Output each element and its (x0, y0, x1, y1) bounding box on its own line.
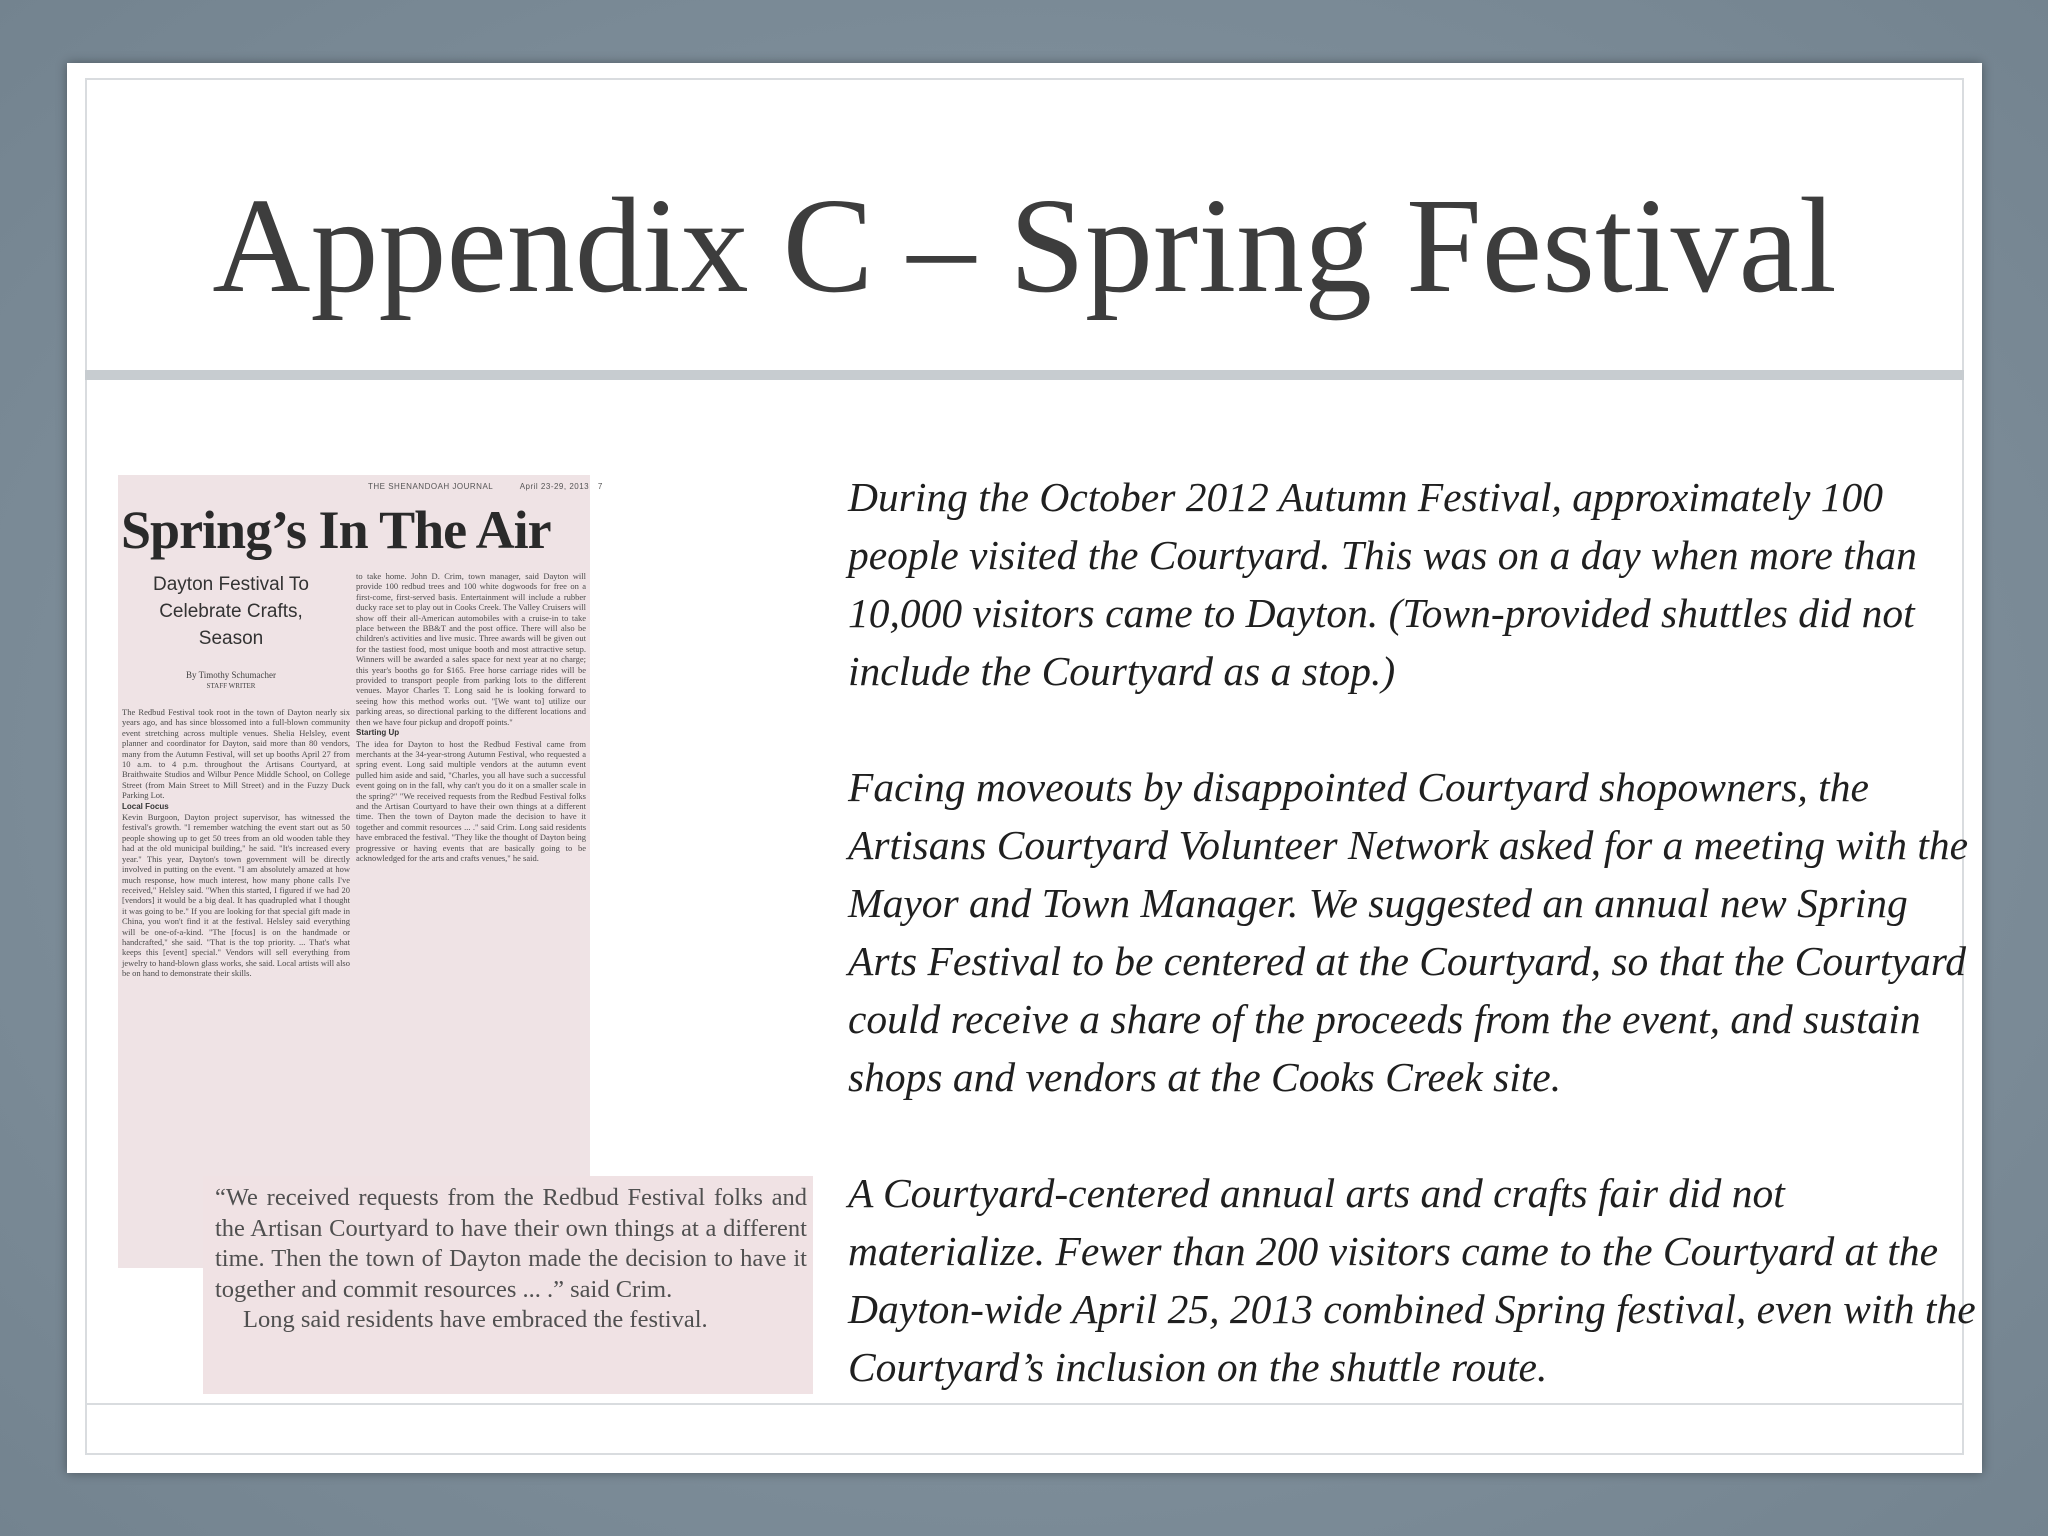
clipping-column-1 (122, 707, 350, 1247)
clipping-byline (136, 670, 326, 692)
paragraph-autumn-festival: During the October 2012 Autumn Festival, approximately 100 people visited the Courtyard. This was on a day when more than 10,000 visitors came to Dayton. (Town-provided shuttles did not include the Courtyard as a stop.) (848, 474, 1917, 694)
byline-author: By Timothy Schumacher (185, 670, 276, 680)
pull-quote-text: “We received requests from the Redbud Festival folks and the Artisan Courtyard to have their own things at a different time. Then the town of Dayton made the decision to have it together and commit resources ... .” said Crim. (215, 1184, 807, 1303)
clipping-masthead (368, 482, 603, 491)
paragraph-spring-proposal: Facing moveouts by disappointed Courtyard shopowners, the Artisans Courtyard Volunteer Network asked for a meeting with the Mayor and Town Manager. We suggested an annual new Spring Arts Festival to be centered at the Courtyard, so that the Courtyard could receive a share of the proceeds from the event, and sustain shops and vendors at the Cooks Creek site. (848, 764, 1969, 1100)
column-2-subhead: Starting Up (356, 728, 400, 738)
clipping-paper: THE SHENANDOAH JOURNAL (368, 482, 493, 491)
body-text (848, 468, 1978, 1454)
column-1-text: The Redbud Festival took root in the town of Dayton nearly six years ago, and has since blossomed into a full-blown community event stretching across multiple venues. Shelia Helsley, event planner and coordinator for Dayton, said more than 80 vendors, many from the Autumn Festival, will set up booths April 27 from 10 a.m. to 4 p.m. throughout the Artisans Courtyard, at Braithwaite Studios and Wilbur Pence Middle School, on College Street (from Main Street to Mill Street) and in the Fuzzy Duck Parking Lot. (122, 707, 350, 801)
clipping-deck: Dayton Festival To Celebrate Crafts, Season (153, 574, 309, 649)
column-1-text-2: Kevin Burgoon, Dayton project supervisor, has witnessed the festival's growth. "I remember watching the event start out as 50 people showing up to get 50 trees from an old wooden table they had at the old municipal building," he said. "It's increased every year." This year, Dayton's town government will be directly involved in putting on the event. "I am absolutely amazed at how much response, how much interest, how many phone calls I've received," Helsley said. "When this started, I figured if we had 20 [vendors] it would be a big deal. It has quadrupled what I thought it was going to be." If you are looking for that special gift made in China, you won't find it at the festival. Helsley said everything will be one-of-a-kind. "The [focus] is on the handmade or handcrafted," she said. "That is the top priority. ... That's what keeps this [event] special." Vendors will sell everything from jewelry to hand-blown glass works, she said. Local artists will also be on hand to demonstrate their skills. (122, 812, 350, 979)
newspaper-clipping (118, 475, 603, 1268)
clipping-page: 7 (597, 482, 603, 491)
byline-role: STAFF WRITER (206, 682, 256, 690)
pull-quote-text-2: Long said residents have embraced the festival. (243, 1306, 708, 1333)
title-divider (85, 370, 1964, 380)
clipping-column-2 (356, 571, 586, 1251)
slide-title: Appendix C – Spring Festival (212, 170, 1837, 321)
pull-quote (203, 1176, 813, 1394)
column-2-text: to take home. John D. Crim, town manager, said Dayton will provide 100 redbud trees and 100 white dogwoods for free on a first-come, first-served basis. Entertainment will include a rubber ducky race set to play out in Cooks Creek. The Valley Cruisers will show off their all-American automobiles with a cruise-in to take place between the BB&T and the post office. There will also be children's activities and live music. Three awards will be given out for the tastiest food, most unique booth and most attractive setup. Winners will be awarded a sales space for next year at no charge; this year's booths go for $165. Free horse carriage rides will be provided to transport people from parking lots to the different venues. Mayor Charles T. Long said he is looking forward to seeing how this method works out. "[We want to] utilize our parking areas, so directional parking to the different locations and then we have four pickup and dropoff points." (356, 571, 586, 727)
column-2-text-2: The idea for Dayton to host the Redbud Festival came from merchants at the 34-year-strong Autumn Festival, who requested a spring event. Long said multiple vendors at the autumn event pulled him aside and said, "Charles, you all have such a successful event going on in the fall, why can't you do it on a smaller scale in the spring?" "We received requests from the Redbud Festival folks and the Artisan Courtyard to have their own things at a different time. Then the town of Dayton made the decision to have it together and commit resources ... ." said Crim. Long said residents have embraced the festival. "They like the thought of Dayton being progressive or having events that are basically going to be acknowledged for the arts and crafts venues," he said. (356, 738, 586, 863)
slide (67, 63, 1982, 1473)
column-1-subhead: Local Focus (122, 801, 169, 811)
paragraph-outcome: A Courtyard-centered annual arts and crafts fair did not materialize. Fewer than 200 visitors came to the Courtyard at the Dayton-wide April 25, 2013 combined Spring festival, even with the Courtyard’s inclusion on the shuttle route. (848, 1170, 1976, 1390)
clipping-headline: Spring’s In The Air (121, 500, 551, 560)
clipping-date: April 23-29, 2013 (519, 482, 590, 491)
